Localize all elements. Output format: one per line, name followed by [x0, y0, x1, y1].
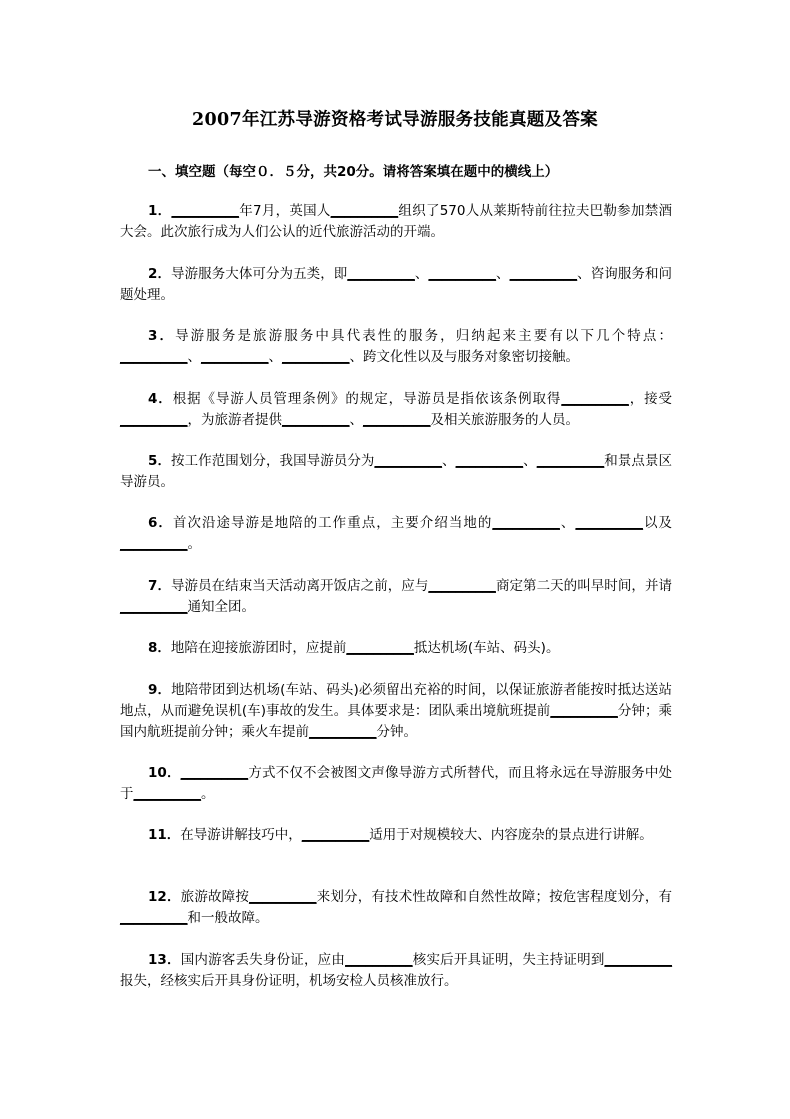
question-item — [120, 451, 672, 493]
answer-blank[interactable]: __________ — [536, 453, 605, 469]
answer-blank[interactable]: __________ — [428, 266, 496, 282]
question-text: 分钟。 — [376, 724, 417, 740]
question-text: 、跨文化性以及与服务对象密切接触。 — [349, 349, 579, 365]
answer-blank[interactable]: __________ — [363, 412, 431, 428]
question-number: 4． — [148, 391, 173, 407]
question-text: 和景点景区导游员。 — [120, 453, 673, 490]
question-item — [120, 638, 672, 659]
question-text: 、 — [414, 266, 429, 282]
question-text: 在导游讲解技巧中， — [180, 827, 302, 843]
question-text: 商定第二天的叫早时间，并请 — [495, 578, 672, 594]
answer-blank[interactable]: __________ — [171, 203, 239, 219]
answer-blank[interactable]: __________ — [282, 412, 350, 428]
question-text: 、 — [268, 349, 282, 365]
answer-blank[interactable]: __________ — [120, 349, 188, 365]
answer-blank[interactable]: __________ — [120, 412, 188, 428]
question-number: 10． — [148, 765, 181, 781]
question-text: 地陪在迎接旅游团时，应提前 — [170, 640, 347, 656]
answer-blank[interactable]: __________ — [492, 515, 560, 531]
question-text: 报失，经核实后开具身份证明，机场安检人员核准放行。 — [120, 973, 458, 989]
answer-blank[interactable]: __________ — [346, 640, 414, 656]
answer-blank[interactable]: __________ — [345, 952, 413, 968]
question-item — [120, 513, 672, 555]
question-item — [120, 680, 672, 743]
question-text: 适用于对规模较大、内容庞杂的景点进行讲解。 — [369, 827, 653, 843]
question-text: 、咨询服务和问题处理。 — [120, 266, 673, 303]
question-number: 8． — [148, 640, 171, 656]
question-item — [120, 389, 672, 431]
question-item — [120, 264, 672, 306]
answer-blank[interactable]: __________ — [347, 266, 415, 282]
question-item — [120, 201, 672, 243]
question-text: 、 — [187, 349, 201, 365]
answer-blank[interactable]: __________ — [575, 515, 643, 531]
question-item — [120, 950, 672, 992]
question-text: 组织了570人从莱斯特前往拉夫巴勒参加禁酒大会。此次旅行成为人们公认的近代旅游活动的开端。 — [120, 203, 672, 240]
question-text: 、 — [523, 453, 537, 469]
question-item — [120, 326, 672, 368]
answer-blank[interactable]: __________ — [180, 765, 249, 781]
question-text: 导游服务大体可分为五类，即 — [171, 266, 348, 282]
answer-blank[interactable]: __________ — [330, 203, 399, 219]
question-text: 、 — [349, 412, 363, 428]
question-text: 首次沿途导游是地陪的工作重点，主要介绍当地的 — [172, 515, 493, 531]
answer-blank[interactable]: __________ — [561, 391, 629, 407]
question-text: 以及 — [642, 515, 672, 531]
question-item — [120, 763, 672, 805]
question-text: 、 — [495, 266, 510, 282]
question-text: 国内游客丢失身份证，应由 — [180, 952, 346, 968]
answer-blank[interactable]: __________ — [550, 703, 618, 719]
question-number: 6． — [148, 515, 173, 531]
question-text: 通知全团。 — [187, 599, 255, 615]
answer-blank[interactable]: __________ — [455, 453, 524, 469]
question-number: 5． — [148, 453, 172, 469]
question-text: 、 — [559, 515, 576, 531]
question-number: 7． — [148, 578, 171, 594]
question-number: 1． — [148, 203, 172, 219]
question-item — [120, 576, 672, 618]
section-heading: 一、填空题（每空０．５分，共20分。请将答案填在题中的横线上） — [148, 164, 559, 180]
question-number: 3． — [148, 328, 176, 344]
answer-blank[interactable]: __________ — [604, 952, 673, 968]
question-text: 地陪带团到达机场(车站、码头)必须留出充裕的时间，以保证旅游者能按时抵达送站地点，从而避免误机(车)事故的发生。具体要求是：团队乘出境航班提前 — [120, 682, 672, 719]
answer-blank[interactable]: __________ — [509, 266, 578, 282]
answer-blank[interactable]: __________ — [120, 536, 188, 552]
question-text: 。 — [187, 536, 201, 552]
question-text: 。 — [201, 786, 215, 802]
answer-blank[interactable]: __________ — [120, 599, 188, 615]
question-text: 方式不仅不会被图文声像导游方式所替代，而且将永远在导游服务中处于 — [120, 765, 672, 802]
answer-blank[interactable]: __________ — [309, 724, 377, 740]
question-number: 9． — [148, 682, 172, 698]
question-text: 按工作范围划分，我国导游员分为 — [171, 453, 375, 469]
answer-blank[interactable]: __________ — [133, 786, 201, 802]
question-text: 来划分，有技术性故障和自然性故障；按危害程度划分，有 — [316, 889, 673, 905]
question-text: 导游员在结束当天活动离开饭店之前，应与 — [171, 578, 429, 594]
question-text: 抵达机场(车站、码头)。 — [413, 640, 560, 656]
answer-blank[interactable]: __________ — [282, 349, 350, 365]
question-text: 年7月，英国人 — [238, 203, 331, 219]
question-text: 和一般故障。 — [187, 910, 269, 926]
answer-blank[interactable]: __________ — [374, 453, 442, 469]
document-title: 2007年江苏导游资格考试导游服务技能真题及答案 — [192, 110, 598, 130]
answer-blank[interactable]: __________ — [249, 889, 317, 905]
question-number: 2． — [148, 266, 172, 282]
question-text: 旅游故障按 — [180, 889, 250, 905]
question-item — [120, 825, 672, 846]
answer-blank[interactable]: __________ — [301, 827, 370, 843]
question-number: 13． — [148, 952, 181, 968]
question-text: 分钟；乘国内航班提前分钟；乘火车提前 — [120, 703, 673, 740]
question-item — [120, 887, 672, 929]
answer-blank[interactable]: __________ — [201, 349, 269, 365]
question-number: 11． — [148, 827, 181, 843]
question-text: 导游服务是旅游服务中具代表性的服务，归纳起来主要有以下几个特点： — [175, 328, 672, 344]
question-number: 12． — [148, 889, 181, 905]
answer-blank[interactable]: __________ — [120, 910, 188, 926]
question-text: 核实后开具证明，失主持证明到 — [412, 952, 605, 968]
question-text: ，为旅游者提供 — [187, 412, 282, 428]
question-text: ，接受 — [628, 391, 673, 407]
question-text: 、 — [441, 453, 456, 469]
question-text: 及相关旅游服务的人员。 — [430, 412, 579, 428]
answer-blank[interactable]: __________ — [428, 578, 496, 594]
question-text: 根据《导游人员管理条例》的规定，导游员是指依该条例取得 — [172, 391, 562, 407]
